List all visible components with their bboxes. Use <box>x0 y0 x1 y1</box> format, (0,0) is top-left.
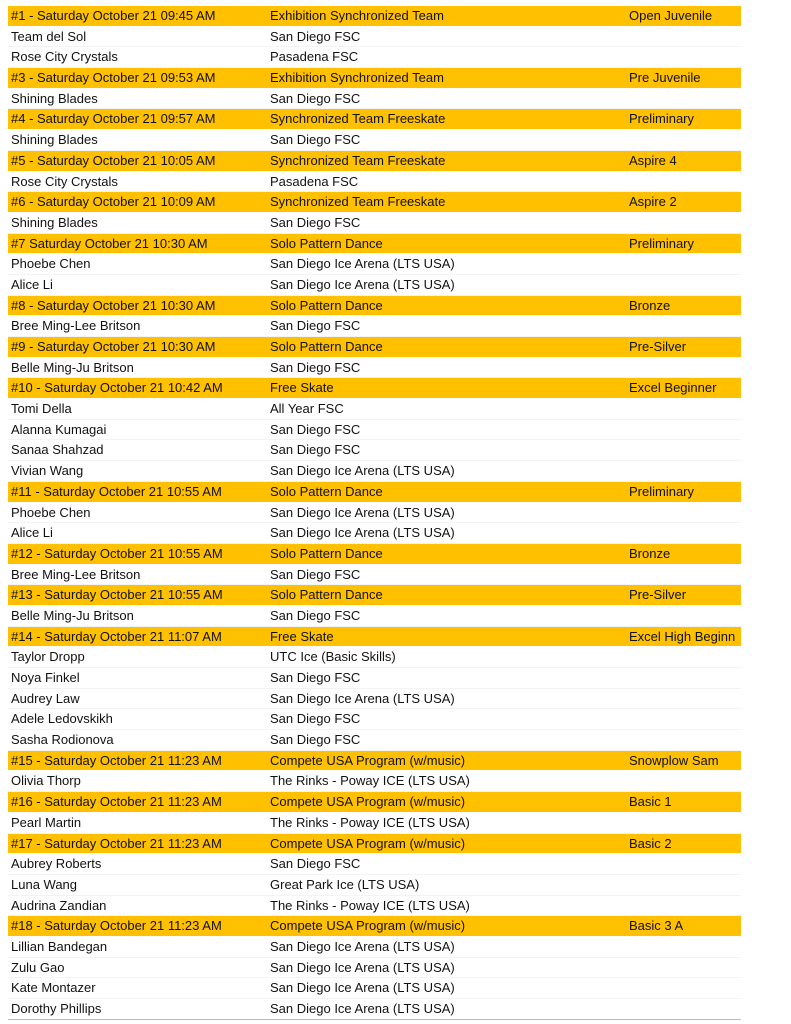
skater-row <box>8 461 741 482</box>
skater-row <box>8 275 741 296</box>
skater-row <box>8 978 741 999</box>
club-name: The Rinks - Poway ICE (LTS USA) <box>270 814 470 830</box>
skater-name: Alice Li <box>11 276 53 292</box>
skater-row <box>8 440 741 461</box>
event-type: Compete USA Program (w/music) <box>270 835 466 851</box>
club-name: San Diego Ice Arena (LTS USA) <box>270 463 455 479</box>
skater-row <box>8 316 741 337</box>
skater-row <box>8 709 741 730</box>
skater-row <box>8 999 741 1020</box>
skater-name: Phoebe Chen <box>11 504 91 520</box>
club-name: The Rinks - Poway ICE (LTS USA) <box>270 773 470 789</box>
skater-row <box>8 668 741 689</box>
skater-row <box>8 771 741 792</box>
event-level: Excel Beginner <box>629 380 717 396</box>
skater-name: Alice Li <box>11 525 53 541</box>
event-header-row <box>8 585 741 606</box>
club-name: The Rinks - Poway ICE (LTS USA) <box>270 897 470 913</box>
event-number-datetime: #15 - Saturday October 21 11:23 AM <box>11 752 222 768</box>
club-name: San Diego Ice Arena (LTS USA) <box>270 980 455 996</box>
club-name: San Diego Ice Arena (LTS USA) <box>270 1001 455 1016</box>
skater-name: Shining Blades <box>11 132 98 148</box>
club-name: San Diego FSC <box>270 856 361 872</box>
skater-name: Kate Montazer <box>11 980 96 996</box>
skater-name: Dorothy Phillips <box>11 1001 102 1016</box>
club-name: San Diego Ice Arena (LTS USA) <box>270 525 455 541</box>
skater-name: Belle Ming-Ju Britson <box>11 359 134 375</box>
event-number-datetime: #17 - Saturday October 21 11:23 AM <box>11 835 222 851</box>
skater-row <box>8 606 741 627</box>
event-header-row <box>8 109 741 130</box>
skater-name: Shining Blades <box>11 90 98 106</box>
event-number-datetime: #10 - Saturday October 21 10:42 AM <box>11 380 223 396</box>
skater-row <box>8 254 741 275</box>
event-type: Compete USA Program (w/music) <box>270 794 466 810</box>
event-type: Exhibition Synchronized Team <box>270 8 444 23</box>
skater-name: Tomi Della <box>11 401 72 417</box>
event-number-datetime: #1 - Saturday October 21 09:45 AM <box>11 8 216 23</box>
event-level: Basic 2 <box>629 835 672 851</box>
skater-name: Aubrey Roberts <box>11 856 102 872</box>
club-name: San Diego Ice Arena (LTS USA) <box>270 504 455 520</box>
skater-row <box>8 358 741 379</box>
event-level: Pre-Silver <box>629 587 687 603</box>
skater-row <box>8 172 741 193</box>
club-name: San Diego Ice Arena (LTS USA) <box>270 959 455 975</box>
event-number-datetime: #14 - Saturday October 21 11:07 AM <box>11 628 222 644</box>
skater-name: Audrey Law <box>11 690 80 706</box>
club-name: San Diego FSC <box>270 711 361 727</box>
event-level: Basic 1 <box>629 794 672 810</box>
event-type: Solo Pattern Dance <box>270 297 383 313</box>
event-number-datetime: #7 Saturday October 21 10:30 AM <box>11 235 208 251</box>
event-type: Compete USA Program (w/music) <box>270 918 466 934</box>
event-header-row <box>8 337 741 358</box>
event-header-row <box>8 834 741 855</box>
event-level: Bronze <box>629 297 671 313</box>
skater-row <box>8 647 741 668</box>
skater-row <box>8 503 741 524</box>
skater-row <box>8 565 741 586</box>
club-name: San Diego FSC <box>270 670 361 685</box>
skater-name: Taylor Dropp <box>11 649 85 665</box>
event-header-row <box>8 482 741 503</box>
skater-row <box>8 854 741 875</box>
skater-row <box>8 399 741 420</box>
event-type: Solo Pattern Dance <box>270 587 383 603</box>
event-level: Pre Juvenile <box>629 70 701 86</box>
event-header-row <box>8 544 741 565</box>
club-name: San Diego FSC <box>270 442 361 458</box>
event-type: Synchronized Team Freeskate <box>270 152 446 168</box>
event-header-row <box>8 234 741 255</box>
event-level: Excel High Beginn <box>629 628 736 644</box>
schedule-table <box>8 6 741 1020</box>
club-name: All Year FSC <box>270 401 344 417</box>
club-name: UTC Ice (Basic Skills) <box>270 649 396 665</box>
event-number-datetime: #3 - Saturday October 21 09:53 AM <box>11 70 216 86</box>
event-level: Preliminary <box>629 483 695 499</box>
event-level: Preliminary <box>629 235 695 251</box>
club-name: San Diego FSC <box>270 132 361 148</box>
event-header-row <box>8 751 741 772</box>
skater-name: Bree Ming-Lee Britson <box>11 318 141 334</box>
skater-row <box>8 89 741 110</box>
event-header-row <box>8 6 741 27</box>
skater-row <box>8 130 741 151</box>
event-type: Compete USA Program (w/music) <box>270 752 466 768</box>
event-number-datetime: #6 - Saturday October 21 10:09 AM <box>11 194 216 210</box>
club-name: San Diego Ice Arena (LTS USA) <box>270 938 455 954</box>
skater-name: Shining Blades <box>11 214 98 230</box>
event-type: Solo Pattern Dance <box>270 483 383 499</box>
skater-name: Olivia Thorp <box>11 773 81 789</box>
club-name: San Diego FSC <box>270 732 361 748</box>
skater-row <box>8 523 741 544</box>
club-name: Pasadena FSC <box>270 173 359 189</box>
club-name: San Diego FSC <box>270 421 361 437</box>
event-type: Solo Pattern Dance <box>270 339 383 354</box>
event-level: Aspire 2 <box>629 194 677 210</box>
skater-name: Pearl Martin <box>11 814 82 830</box>
event-number-datetime: #5 - Saturday October 21 10:05 AM <box>11 152 216 168</box>
skater-row <box>8 813 741 834</box>
skater-row <box>8 958 741 979</box>
event-header-row <box>8 192 741 213</box>
event-header-row <box>8 68 741 89</box>
club-name: San Diego FSC <box>270 214 361 230</box>
event-type: Solo Pattern Dance <box>270 545 383 561</box>
club-name: Great Park Ice (LTS USA) <box>270 876 420 892</box>
skater-name: Vivian Wang <box>11 463 84 479</box>
event-level: Preliminary <box>629 111 695 127</box>
event-number-datetime: #11 - Saturday October 21 10:55 AM <box>11 483 222 499</box>
event-number-datetime: #8 - Saturday October 21 10:30 AM <box>11 297 216 313</box>
club-name: San Diego Ice Arena (LTS USA) <box>270 256 455 272</box>
club-name: San Diego FSC <box>270 90 361 106</box>
event-header-row <box>8 792 741 813</box>
event-type: Solo Pattern Dance <box>270 235 383 251</box>
event-level: Open Juvenile <box>629 8 713 23</box>
event-type: Free Skate <box>270 628 334 644</box>
event-number-datetime: #13 - Saturday October 21 10:55 AM <box>11 587 223 603</box>
club-name: San Diego FSC <box>270 607 361 623</box>
event-level: Basic 3 A <box>629 918 684 934</box>
event-type: Synchronized Team Freeskate <box>270 111 446 127</box>
event-number-datetime: #4 - Saturday October 21 09:57 AM <box>11 111 216 127</box>
event-number-datetime: #18 - Saturday October 21 11:23 AM <box>11 918 222 934</box>
skater-name: Noya Finkel <box>11 670 80 685</box>
event-type: Exhibition Synchronized Team <box>270 70 444 86</box>
skater-row <box>8 27 741 48</box>
skater-name: Adele Ledovskikh <box>11 711 113 727</box>
event-level: Bronze <box>629 545 671 561</box>
skater-name: Sanaa Shahzad <box>11 442 104 458</box>
event-header-row <box>8 296 741 317</box>
club-name: San Diego FSC <box>270 28 361 44</box>
club-name: San Diego FSC <box>270 566 361 582</box>
skater-name: Lillian Bandegan <box>11 938 108 954</box>
event-header-row <box>8 378 741 399</box>
skater-name: Belle Ming-Ju Britson <box>11 607 134 623</box>
event-type: Free Skate <box>270 380 334 396</box>
club-name: San Diego FSC <box>270 359 361 375</box>
event-level: Pre-Silver <box>629 339 687 354</box>
skater-name: Audrina Zandian <box>11 897 107 913</box>
skater-row <box>8 875 741 896</box>
skater-name: Team del Sol <box>11 28 87 44</box>
skater-row <box>8 47 741 68</box>
club-name: San Diego Ice Arena (LTS USA) <box>270 276 455 292</box>
event-type: Synchronized Team Freeskate <box>270 194 446 210</box>
club-name: San Diego FSC <box>270 318 361 334</box>
event-level: Snowplow Sam <box>629 752 719 768</box>
event-number-datetime: #12 - Saturday October 21 10:55 AM <box>11 545 223 561</box>
skater-name: Phoebe Chen <box>11 256 91 272</box>
event-level: Aspire 4 <box>629 152 677 168</box>
skater-row <box>8 420 741 441</box>
event-header-row <box>8 627 741 648</box>
skater-row <box>8 937 741 958</box>
skater-row <box>8 689 741 710</box>
skater-name: Sasha Rodionova <box>11 732 114 748</box>
event-number-datetime: #9 - Saturday October 21 10:30 AM <box>11 339 216 354</box>
skater-name: Bree Ming-Lee Britson <box>11 566 141 582</box>
skater-name: Luna Wang <box>11 876 78 892</box>
club-name: San Diego Ice Arena (LTS USA) <box>270 690 455 706</box>
event-header-row <box>8 151 741 172</box>
event-header-row <box>8 916 741 937</box>
skater-row <box>8 213 741 234</box>
skater-name: Rose City Crystals <box>11 49 118 65</box>
skater-name: Zulu Gao <box>11 959 65 975</box>
skater-row <box>8 730 741 751</box>
event-number-datetime: #16 - Saturday October 21 11:23 AM <box>11 794 222 810</box>
skater-name: Rose City Crystals <box>11 173 118 189</box>
skater-name: Alanna Kumagai <box>11 421 107 437</box>
skater-row <box>8 896 741 917</box>
club-name: Pasadena FSC <box>270 49 359 65</box>
